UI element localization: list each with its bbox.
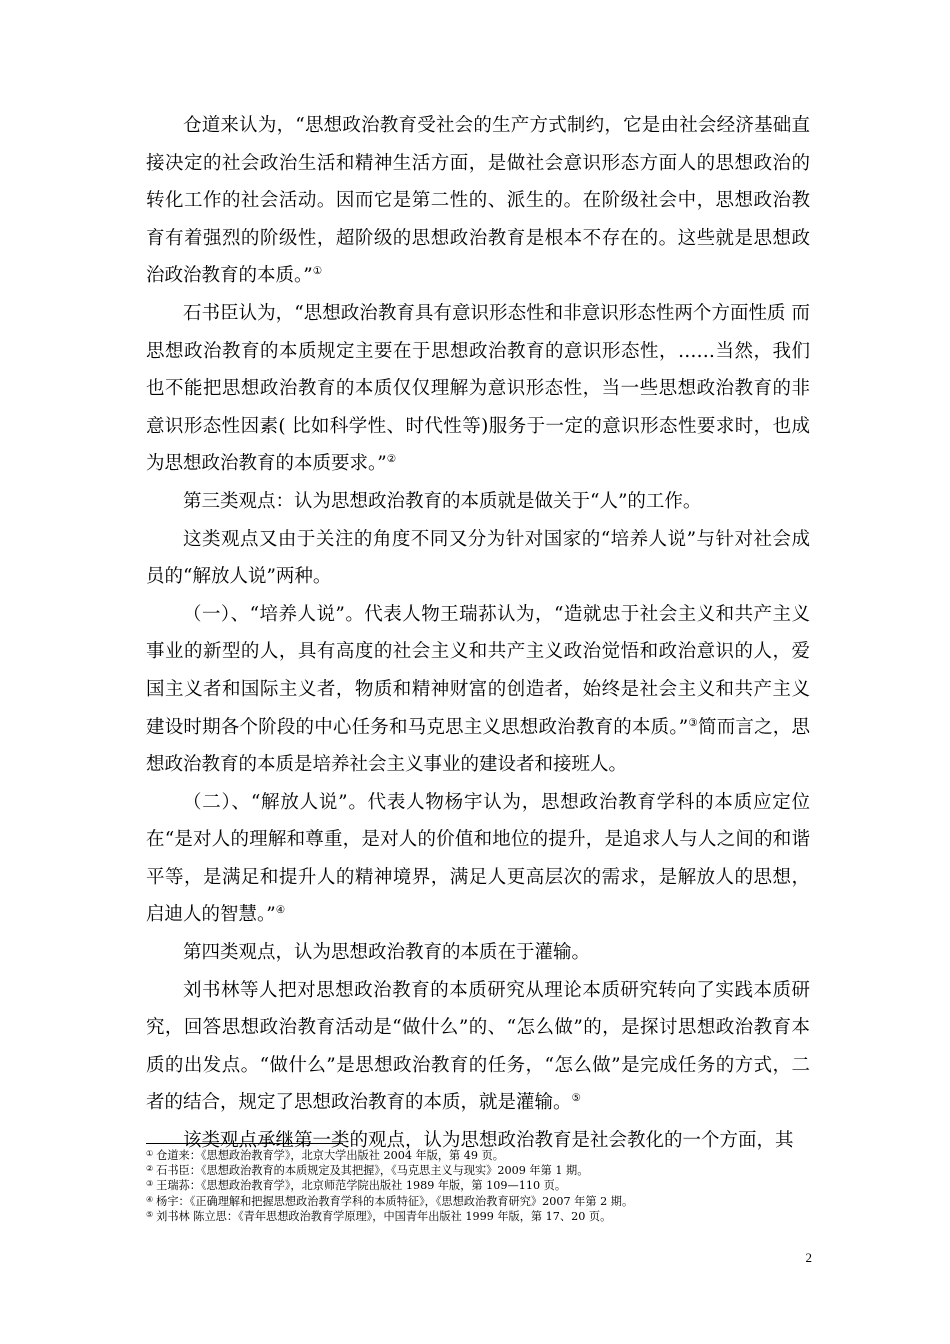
- paragraph-liushulin: [146, 972, 810, 1122]
- paragraph-third-view: [146, 483, 810, 521]
- footnote-1: [146, 1148, 810, 1163]
- footnote-text: 王瑞荪：《思想政治教育学》，北京师范学院出版社 1989 年版，第 109—110 页。: [156, 1179, 567, 1193]
- paragraph-two-kinds: [146, 521, 810, 596]
- footnote-ref-4[interactable]: ④: [275, 904, 286, 917]
- paragraph-shishuchen: [146, 295, 810, 483]
- footnote-mark: ①: [146, 1149, 154, 1158]
- paragraph-fourth-view: [146, 934, 810, 972]
- paragraph-text: 该类观点承继第一类的观点，认为思想政治教育是社会教化的一个方面，其: [183, 1130, 794, 1152]
- paragraph-text: 这类观点又由于关注的角度不同又分为针对国家的“培养人说”与针对社会成员的“解放人说”两种。: [146, 528, 810, 588]
- paragraph-text: 石书臣认为，“思想政治教育具有意识形态性和非意识形态性两个方面性质 而思想政治教育的本质规定主要在于思想政治教育的意识形态性，……当然，我们也不能把思想政治教育的本质仅仅理解为意识形态性，当一些思想政治教育的非意识形态性因素( 比如科学性、时代性等)服务于一定的意识形态性要求时，也成为思想政治教育的本质要求。”: [146, 302, 810, 475]
- paragraph-cangdaolai: [146, 107, 810, 295]
- paragraph-liberation-theory: [146, 784, 810, 934]
- footnote-text: 杨宇：《正确理解和把握思想政治教育学科的本质特征》，《思想政治教育研究》2007 年第 2 期。: [156, 1194, 634, 1208]
- footnote-ref-2[interactable]: ②: [386, 453, 397, 466]
- footnote-ref-5[interactable]: ⑤: [571, 1092, 581, 1105]
- page-number: 2: [805, 1250, 812, 1265]
- footnote-text: 刘书林 陈立思：《青年思想政治教育学原理》，中国青年出版社 1999 年版，第 17、20 页。: [156, 1209, 612, 1223]
- footnote-text: 石书臣：《思想政治教育的本质规定及其把握》，《马克思主义与现实》2009 年第 1 期。: [156, 1164, 589, 1178]
- paragraph-text: 第三类观点：认为思想政治教育的本质就是做关于“人”的工作。: [183, 490, 702, 512]
- body-text: [146, 107, 810, 1160]
- footnote-mark: ②: [146, 1164, 154, 1174]
- paragraph-text: （一）、“培养人说”。代表人物王瑞荪认为，“造就忠于社会主义和共产主义事业的新型的人，具有高度的社会主义和共产主义政治觉悟和政治意识的人，爱国主义者和国际主义者，物质和精神财富的创造者，始终是社会主义和共产主义建设时期各个阶段的中心任务和马克思主义思想政治教育的本质。”: [146, 603, 810, 738]
- footnote-separator: [146, 1143, 343, 1144]
- paragraph-text: （二）、“解放人说”。代表人物杨宇认为，思想政治教育学科的本质应定位在“是对人的理解和尊重，是对人的价值和地位的提升，是追求人与人之间的和谐平等，是满足和提升人的精神境界，满足人更高层次的需求，是解放人的思想，启迪人的智慧。”: [146, 791, 810, 926]
- paragraph-text: 第四类观点，认为思想政治教育的本质在于灌输。: [183, 942, 591, 964]
- footnote-2: [146, 1163, 810, 1178]
- footnote-ref-3[interactable]: ③: [688, 716, 699, 729]
- footnote-text: 仓道来：《思想政治教育学》，北京大学出版社 2004 年版，第 49 页。: [156, 1149, 504, 1162]
- footnote-4: [146, 1194, 810, 1209]
- paragraph-text-tail: 简而言之，思想政治教育的本质是培养社会主义事业的建设者和接班人。: [146, 716, 810, 776]
- footnotes: [146, 1148, 810, 1224]
- footnote-mark: ③: [146, 1179, 154, 1189]
- footnote-mark: ④: [146, 1194, 154, 1204]
- paragraph-text: 刘书林等人把对思想政治教育的本质研究从理论本质研究转向了实践本质研究，回答思想政治教育活动是“做什么”的、“怎么做”的，是探讨思想政治教育本质的出发点。“做什么”是思想政治教育的任务，“怎么做”是完成任务的方式，二者的结合，规定了思想政治教育的本质，就是灌输。: [146, 979, 810, 1114]
- paragraph-text: 仓道来认为，“思想政治教育受社会的生产方式制约，它是由社会经济基础直接决定的社会政治生活和精神生活方面，是做社会意识形态方面人的思想政治的转化工作的社会活动。因而它是第二性的、派生的。在阶级社会中，思想政治教育有着强烈的阶级性，超阶级的思想政治教育是根本不存在的。这些就是思想政治政治教育的本质。”: [146, 115, 810, 287]
- footnote-5: [146, 1209, 810, 1224]
- footnote-mark: ⑤: [146, 1209, 154, 1219]
- paragraph-cultivation-theory: [146, 596, 810, 784]
- footnote-3: [146, 1178, 810, 1193]
- footnote-ref-1[interactable]: ①: [312, 265, 323, 278]
